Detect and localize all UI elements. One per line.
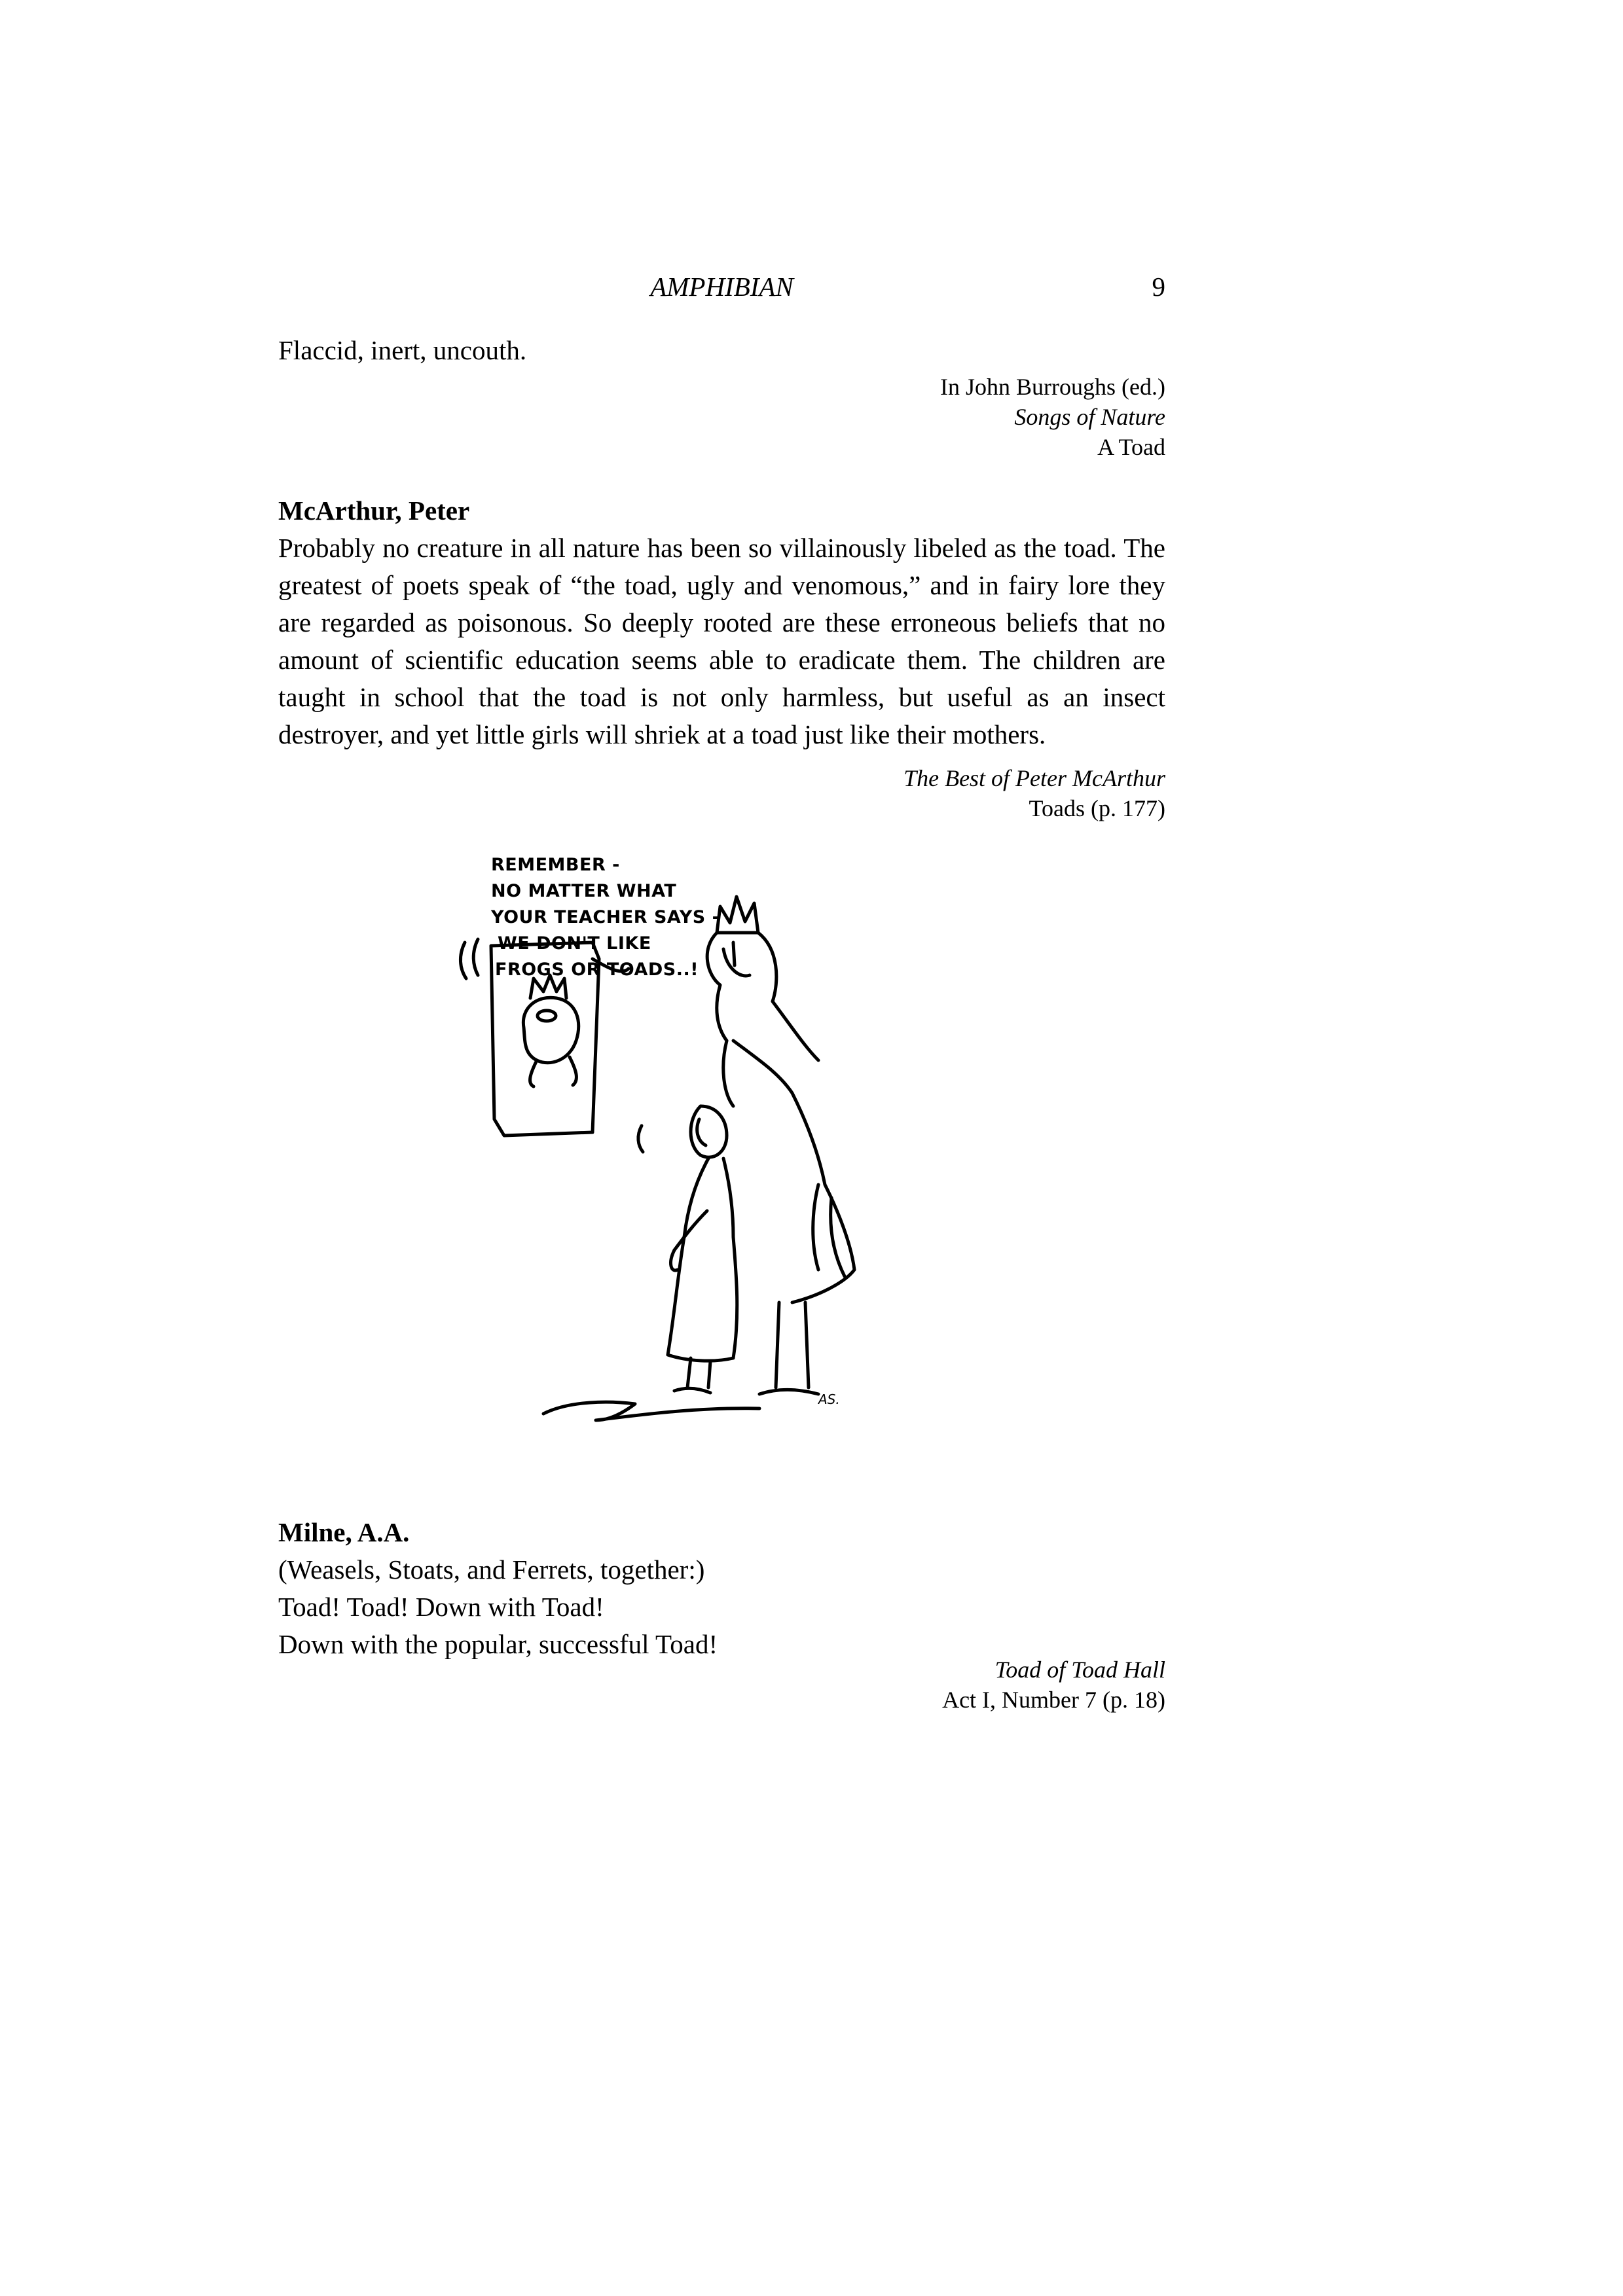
cartoon-drawing: [452, 844, 976, 1473]
frog-icon: [523, 997, 578, 1063]
quote-line: Toad! Toad! Down with Toad!: [278, 1592, 604, 1622]
entry-burroughs-text: [278, 332, 1165, 369]
citation-line: Toads (p. 177): [1029, 795, 1165, 821]
quote-line: Flaccid, inert, uncouth.: [278, 335, 527, 365]
page-number: 9: [1152, 272, 1165, 302]
artist-initials: AS.: [818, 1391, 840, 1407]
speech-line: FROGS OR TOADS..!: [495, 960, 699, 980]
citation-line: In John Burroughs (ed.): [940, 374, 1165, 400]
speech-line: REMEMBER -: [491, 855, 620, 875]
citation-source-title: Toad of Toad Hall: [994, 1657, 1165, 1683]
quote-paragraph: Probably no creature in all nature has been so villainously libeled as the toad. The greatest of poets speak of “the toad, ugly and venomous,” and in fairy lore they are regarded as poisonous. So deeply rooted are these erroneous beliefs that no amount of scientific education seems able to eradicate them. The children are taught in school that the toad is not only harmless, but useful as an insect destroyer, and yet little girls will shriek at a toad just like their mothers.: [278, 533, 1165, 749]
running-head: [278, 267, 1165, 306]
crown-icon: [717, 897, 758, 933]
author-name: McArthur, Peter: [278, 495, 470, 526]
entry-mcarthur: [278, 492, 1165, 753]
citation-line: A Toad: [1097, 434, 1165, 460]
citation-mcarthur: [278, 763, 1165, 823]
citation-milne: [278, 1655, 1165, 1715]
quote-line: Down with the popular, successful Toad!: [278, 1629, 718, 1659]
quote-line: (Weasels, Stoats, and Ferrets, together:): [278, 1554, 705, 1585]
speech-line: WE DON'T LIKE: [498, 933, 651, 954]
running-title: AMPHIBIAN: [650, 272, 793, 302]
speech-line: YOUR TEACHER SAYS -: [491, 907, 720, 927]
speech-line: NO MATTER WHAT: [491, 881, 677, 901]
citation-source-title: The Best of Peter McArthur: [903, 765, 1165, 791]
author-name: Milne, A.A.: [278, 1517, 410, 1547]
citation-burroughs: [278, 372, 1165, 462]
citation-line: Act I, Number 7 (p. 18): [942, 1687, 1165, 1713]
cartoon-illustration: [452, 844, 976, 1473]
citation-source-title: Songs of Nature: [1014, 404, 1165, 430]
entry-milne: [278, 1514, 1165, 1663]
